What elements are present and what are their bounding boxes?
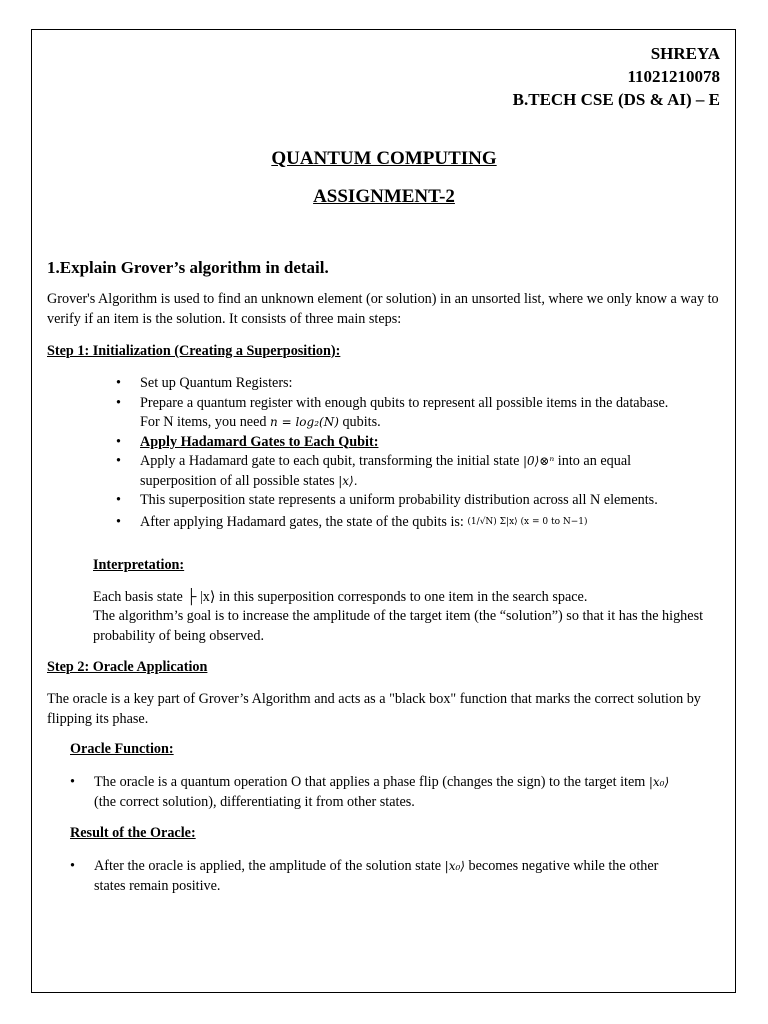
bullet-subheading: Apply Hadamard Gates to Each Qubit:	[140, 433, 379, 450]
list-item	[116, 433, 726, 453]
oracle-result-heading: Result of the Oracle:	[70, 825, 196, 841]
step2-heading: Step 2: Oracle Application	[47, 659, 208, 675]
student-roll-number: 11021210078	[627, 67, 720, 86]
question-heading: 1.Explain Grover’s algorithm in detail.	[47, 258, 329, 277]
document-title: QUANTUM COMPUTING	[271, 148, 497, 169]
step1-heading: Step 1: Initialization (Creating a Superposition):	[47, 343, 341, 359]
oracle-function-list	[70, 773, 730, 812]
superposition-state-formula: (1/√N) Σ|x⟩ (x = 0 to N−1)	[467, 516, 588, 527]
bullet-text: into an equal	[557, 453, 632, 469]
bullet-text: Prepare a quantum register with enough qubits to represent all possible items in the database.	[140, 394, 669, 411]
bullet-text: For N items, you need	[140, 414, 267, 430]
step1-bullet-list	[116, 374, 726, 532]
initial-state-formula: |0⟩⊗ⁿ	[522, 454, 555, 468]
list-item	[70, 857, 730, 896]
basis-state-formula: |x⟩.	[338, 473, 358, 488]
bullet-text: (the correct solution), differentiating it from other states.	[94, 793, 415, 810]
bullet-text: becomes negative while the other	[468, 858, 659, 874]
list-item	[70, 773, 730, 812]
assignment-title: ASSIGNMENT-2	[313, 186, 455, 207]
bullet-text: The oracle is a quantum operation O that applies a phase flip (changes the sign) to the target item	[94, 774, 646, 790]
interpretation-line-1: Each basis state ├ |x⟩ in this superposition corresponds to one item in the search space.	[93, 589, 588, 605]
solution-state-formula: |x₀⟩	[444, 859, 465, 873]
bullet-text: After the oracle is applied, the amplitude of the solution state	[94, 858, 442, 874]
list-item	[116, 394, 726, 433]
bullet-text: After applying Hadamard gates, the state of the qubits is:	[140, 513, 464, 530]
question-intro-paragraph: Grover's Algorithm is used to find an unknown element (or solution) in an unsorted list, where we only know a way to verify if an item is the solution. It consists of three main steps:	[47, 291, 719, 327]
list-item	[116, 374, 726, 394]
bullet-text: qubits.	[342, 414, 381, 430]
bullet-text: states remain positive.	[94, 877, 221, 894]
student-name: SHREYA	[650, 44, 720, 63]
interpretation-line-2: The algorithm’s goal is to increase the amplitude of the target item (the “solution”) so that it has the highest probability of being observed.	[93, 608, 704, 644]
bullet-text: This superposition state represents a uniform probability distribution across all N elements.	[140, 492, 658, 508]
oracle-result-list	[70, 857, 730, 896]
qubit-count-formula: n = log₂(N)	[270, 415, 339, 429]
bullet-text: Set up Quantum Registers:	[140, 375, 293, 391]
list-item	[116, 491, 726, 511]
step2-intro-paragraph: The oracle is a key part of Grover’s Algorithm and acts as a "black box" function that marks the correct solution by flipping its phase.	[47, 691, 701, 727]
list-item	[116, 513, 726, 533]
list-item	[116, 452, 726, 491]
interpretation-heading: Interpretation:	[93, 557, 185, 573]
bullet-text: superposition of all possible states	[140, 472, 335, 489]
student-course: B.TECH CSE (DS & AI) – E	[512, 90, 720, 109]
bullet-text: Apply a Hadamard gate to each qubit, transforming the initial state	[140, 453, 520, 469]
oracle-function-heading: Oracle Function:	[70, 741, 174, 757]
target-state-formula: |x₀⟩	[648, 775, 670, 789]
